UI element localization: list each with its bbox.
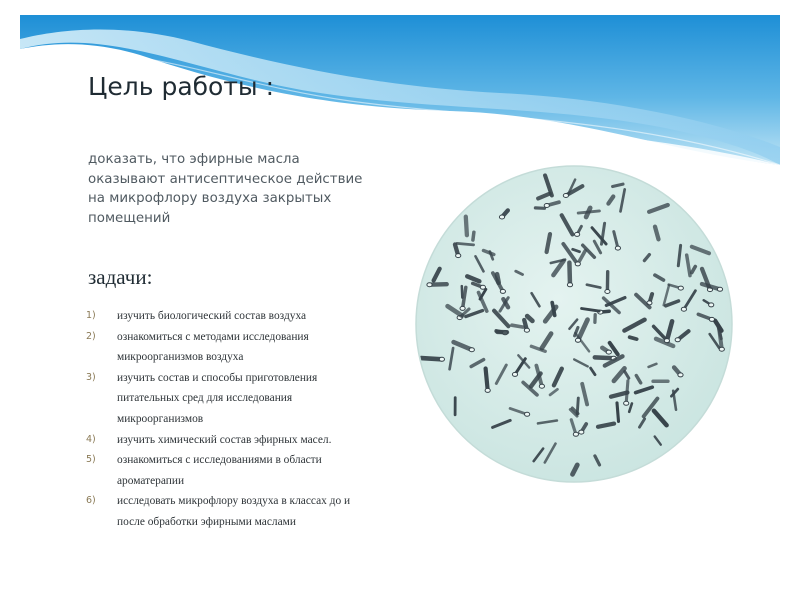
bacterium-spore xyxy=(579,430,584,434)
bacterium-spore xyxy=(664,339,669,343)
bacterium-spore xyxy=(485,388,490,392)
task-text: ознакомиться с методами исследования микроорганизмов воздуха xyxy=(117,330,309,364)
list-item xyxy=(0,430,380,451)
task-text: ознакомиться с исследованиями в области ароматерапии xyxy=(117,454,322,487)
bacterium-spore xyxy=(427,283,432,287)
bacterium-rod xyxy=(569,263,570,285)
bacterium-spore xyxy=(499,215,504,219)
bacterium-rod xyxy=(719,328,722,350)
bacterium-spore xyxy=(469,348,474,352)
task-list xyxy=(0,306,380,533)
bacterium-spore xyxy=(512,372,517,376)
task-text: изучить химический состав эфирных масел. xyxy=(117,433,332,446)
bacterium-spore xyxy=(544,204,549,208)
list-item xyxy=(0,491,380,532)
bacterium-spore xyxy=(675,338,680,342)
list-item xyxy=(0,306,380,327)
bacterium-spore xyxy=(575,232,580,236)
task-text: исследовать микрофлору воздуха в классах до и после обработки эфирными маслами xyxy=(117,495,351,528)
bacterium-spore xyxy=(439,357,444,361)
bacterium-rod xyxy=(617,403,619,422)
bacterium-rod xyxy=(466,217,467,236)
bacterium-rod xyxy=(630,337,637,339)
goal-text: доказать, что эфирные масла оказывают антисептическое действие на микрофлору воздуха закрытых помещений xyxy=(88,152,363,226)
task-number: 2) xyxy=(86,330,96,342)
bacterium-spore xyxy=(624,401,629,405)
bacterium-spore xyxy=(719,347,724,351)
bacterium-spore xyxy=(525,412,530,416)
task-number: 6) xyxy=(86,495,96,507)
bacterium-spore xyxy=(678,286,683,290)
task-number: 4) xyxy=(86,433,96,445)
bacterium-rod xyxy=(577,398,578,414)
task-number: 5) xyxy=(86,454,96,466)
task-text: изучить состав и способы приготовления питательных сред для исследования микроорганизмов xyxy=(117,371,318,425)
bacterium-rod xyxy=(462,286,463,298)
tasks-heading: задачи: xyxy=(88,265,153,289)
bacterium-spore xyxy=(605,290,610,294)
bacterium-spore xyxy=(573,432,578,436)
bacterium-spore xyxy=(615,246,620,250)
bacterium-rod xyxy=(473,232,474,240)
bacterium-spore xyxy=(709,303,714,307)
bacterium-rod xyxy=(626,381,628,404)
list-item xyxy=(0,450,380,491)
task-number: 3) xyxy=(86,371,96,383)
bacterium-rod xyxy=(421,358,442,359)
bacterium-rod xyxy=(457,243,474,245)
task-number: 1) xyxy=(86,310,96,321)
bacteria-micrograph-icon xyxy=(414,164,734,484)
bacterium-spore xyxy=(606,350,611,354)
bacterium-spore xyxy=(575,262,580,266)
bacterium-spore xyxy=(717,287,722,291)
bacterium-spore xyxy=(539,384,544,388)
bacterium-spore xyxy=(456,254,461,258)
list-item xyxy=(0,368,380,430)
bacterium-spore xyxy=(567,283,572,287)
task-text: изучить биологический состав воздуха xyxy=(117,310,307,322)
slide-title: Цель работы : xyxy=(88,72,275,101)
bacterium-spore xyxy=(709,317,714,321)
bacterium-spore xyxy=(678,373,683,377)
bacterium-rod xyxy=(512,325,523,327)
bacterium-spore xyxy=(524,328,529,332)
bacterium-spore xyxy=(460,306,465,310)
bacterium-spore xyxy=(575,338,580,342)
bacterium-rod xyxy=(486,369,488,391)
list-item xyxy=(0,327,380,368)
bacterium-spore xyxy=(681,307,686,311)
bacterium-spore xyxy=(500,289,505,293)
bacterium-spore xyxy=(563,194,568,198)
